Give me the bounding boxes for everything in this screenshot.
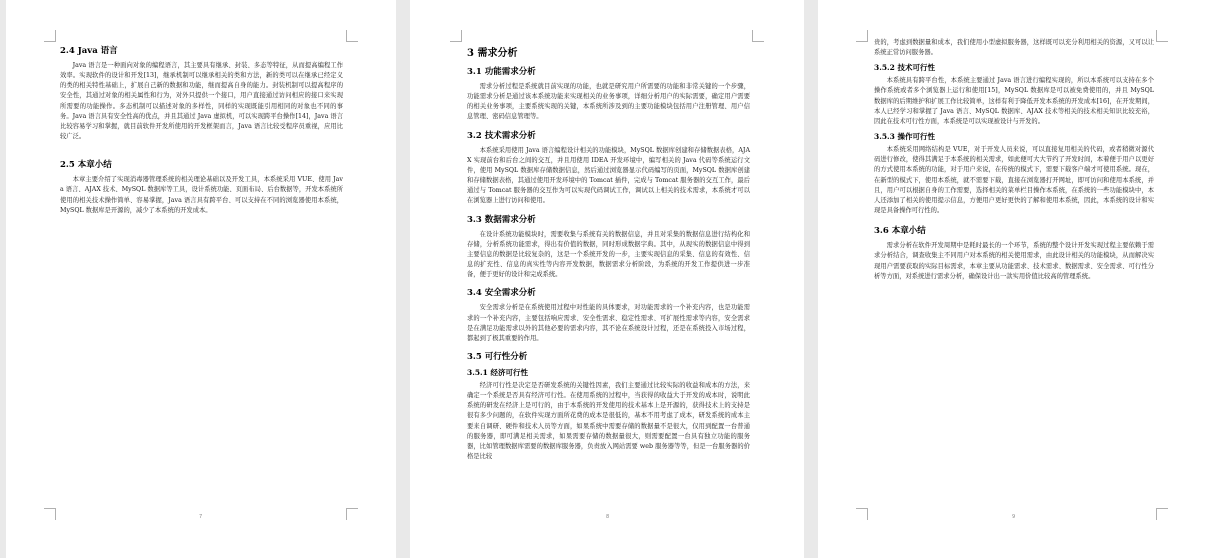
section-heading: 3.3 数据需求分析 [467, 214, 536, 225]
section-heading: 3.6 本章小结 [874, 226, 926, 237]
page-number: 9 [1012, 514, 1016, 520]
margin-corner-top-left [44, 30, 56, 42]
body-paragraph: 本系统采用网络结构是 VUE，对于开发人员来说，可以直接复用相关的代码，或者稍微对源代码进行修改，使得其满足于本系统的相关需求，如此便可大大节约了开发时间，本着便于用户以更好的方式使用本系统的功能，对于用户来说，在传统的模式下，需要下载客户端才可使用系统。现在，在新型的模式下，使用本系统，就不需要下载，直接在浏览器打开网址，即可访问和使用本系统，并且，用户可以根据自身的工作需要，选择相关的菜单栏目操作本系统，在系统的一些功能模块中，本人还添加了相关的使用提示信息，方便用户更好更快的了解和使用本系统，因此，本系统的设计和实现是具备操作可行性的。 [874, 146, 1154, 215]
margin-corner-bottom-right [346, 508, 358, 520]
section-heading: 2.4 Java 语言 [60, 46, 118, 56]
body-paragraph: 本系统采用使用 Java 语言编程设计相关的功能模块，MySQL 数据库创建和存储数据表格，AJAX 实现前台和后台之间的交互，并且用使用 IDEA 开发环境中，编写相关的 Java 代码等系统运行文件，使用 MySQL 数据库存储数据信息，然后通过浏览器显示代码编写的页面，MySQL 数据库创建和存储数据表格，其通过使用开发环境中的 Tomcat 插件，完成与 Tomcat 服务器的交互工作，最后通过与 Tomcat 服务器的交互作为可以实现代码调试工作，调试以上相关的技术需求，本系统才可以在浏览器上进行访问和使用。 [467, 146, 750, 205]
section-heading: 3.1 功能需求分析 [467, 67, 536, 77]
document-page-8 [410, 0, 804, 558]
subsection-heading: 3.5.1 经济可行性 [467, 367, 528, 377]
page-number: 7 [199, 514, 203, 520]
margin-corner-top-left [856, 30, 868, 42]
section-heading: 3.2 技术需求分析 [467, 130, 536, 141]
section-heading: 3.5 可行性分析 [467, 351, 528, 362]
body-paragraph: Java 语言是一种面向对象的编程语言，其主要具有继承、封装、多态等特征，从而提高编程工作效率。实现软件的设计和开发[13]，继承机制可以继承相关的类和方法，新的类可以在继承已经定义的类的相关特性基础上，扩展自己新的数据和功能，继而提高自身的能力。封装机制可以提高程序的安全性，其通过对象的相关属性和行为，对外只提供一个接口，用户直接通过访问相应的接口来实现所需要的功能操作。多态机制可以描述对象的多样性，同样的实现既能引用相同的对象也不同的事务。Java 语言具有安全性高的优点，并且其通过 Java 虚拟机，可以实现跨平台操作[14]，Java 语言比较容易学习和掌握，就目前软件开发所使用的开发框架而言，Java 语言比较受程序员重视，应用比较广泛。 [60, 62, 343, 141]
margin-corner-bottom-left [44, 508, 56, 520]
body-paragraph: 需求分析在软件开发周期中是耗时最长的一个环节，系统的整个设计开发实现过程主要依赖于需求分析结合，调查收集主不同用户对本系统的相关使用需求，由此设计相关的功能模块，从而解决实现用户需要获取的实际目标需求，本章主要从功能需求、技术需求、数据需求、安全需求、可行性分析等方面，对系统进行需求分析，确保设计出一款实用价值比较高的管理系统。 [874, 242, 1154, 280]
document-page-9 [818, 0, 1206, 558]
document-page-7 [6, 0, 396, 558]
body-paragraph: 在设计系统功能模块时，需要收集与系统有关的数据信息，并且对采集的数据信息进行结构化和存储，分析系统功能需求，得出有价值的数据，同时形成数据字典。其中，从现实的数据信息中得到主要信息的数据是比较复杂的，这是一个系统开发的一步，主要实现信息的采集、信息的有效性、信息的扩充性、信息的真实性等内容开发数据，数据需求分析阶段，为系统的开发工作提供进一步准备，便于更好的设计和完成系统。 [467, 230, 750, 279]
subsection-heading: 3.5.2 技术可行性 [874, 63, 935, 73]
body-paragraph: 本系统具有跨平台性，本系统主要通过 Java 语言进行编程实现的，所以本系统可以支持在多个操作系统或者多个浏览器上运行和使用[15]，MySQL 数据库是可以被免费使用的，并且 MySQL 数据库的后期维护和扩展工作比较简单，这样有利于降低开发本系统的开发成本[16]，在开发期间，本人已经学习和掌握了 Java 语言、MySQL 数据库、AJAX 技术等相关的技术相关知识比较充裕，因此在技术可行性方面，本系统是可以实现被设计与开发的。 [874, 77, 1154, 125]
margin-corner-top-right [1156, 30, 1168, 42]
body-paragraph: 本章主要介绍了实现消毒器管理系统的相关理论基础以及开发工具，本系统采用 VUE、使用 Java 语言、AJAX 技术、MySQL 数据库等工具，设计系统功能、页面布局、后台数据等，开发本系统所使用的相关技术操作简单、容易掌握，Java 语言具有跨平台、可以支持在不同的浏览器使用本系统，MySQL 数据库是开源的，减少了本系统的开发成本。 [60, 176, 343, 214]
chapter-heading: 3 需求分析 [467, 48, 518, 59]
body-paragraph: 安全需求分析是在系统使用过程中对性能的具体要求，对功能需求的一个补充内容，也是功能需求的一个补充内容，主要包括响应需求、安全性需求、稳定性需求、可扩展性需求等内容，安全需求是在满足功能需求以外的其他必要的需求内容，其不论在系统设计过程，还是在系统投入市场过程，都起到了极其重要的作用。 [467, 304, 750, 342]
section-heading: 3.4 安全需求分析 [467, 288, 536, 299]
margin-corner-bottom-left [856, 508, 868, 520]
body-paragraph: 经济可行性是决定是否研发系统的关键性因素，我们主要通过比较实际的收益和成本的方法，来确定一个系统是否具有经济可行性。在使用系统的过程中，当获得的收益大于开发的成本时，说明此系统的研发在经济上是可行的，由于本系统的开发使用的技术基本上是开源的，获得技术上的支持是很有多少问题的，在软件实现方面所花费的成本是很低的，基本不用考虑了成本，研发系统的成本主要来自调研、硬件和技术人员等方面，如果系统中需要存储的数据量不是很大，仅用到配置一台普通的服务器，即可满足相关需求，如果需要存储的数据量很大，则需要配置一台具有独立功能的服务器，比如管理数据库需要的数据库服务器，负责放入网站需要 web 服务器等等，但是一台服务器的价格是比较 [467, 381, 750, 461]
section-heading: 2.5 本章小结 [60, 160, 112, 171]
margin-corner-top-left [450, 30, 462, 42]
subsection-heading: 3.5.3 操作可行性 [874, 132, 935, 142]
page-number: 8 [606, 514, 610, 520]
margin-corner-bottom-right [1156, 508, 1168, 520]
body-paragraph: 贵的，考虑到数据量和成本，我们使用小型虚拟服务器，这样既可以充分利用相关的资源，又可以让系统正常访问服务器。 [874, 39, 1154, 57]
margin-corner-top-right [346, 30, 358, 42]
margin-corner-top-right [752, 30, 764, 42]
body-paragraph: 需求分析过程是系统就目前实现的功能，也就是研究用户所需要的功能和非常关键的一个步骤，功能需求分析是通过该本系统功能来实现相关的业务事项，详细分析用户的实际需要，确定用户需要的相关业务事项，主要系统实现的关键，本系统所涉及到的主要功能模块包括用户注册管理、用户信息管理、密码信息管理等。 [467, 83, 750, 121]
